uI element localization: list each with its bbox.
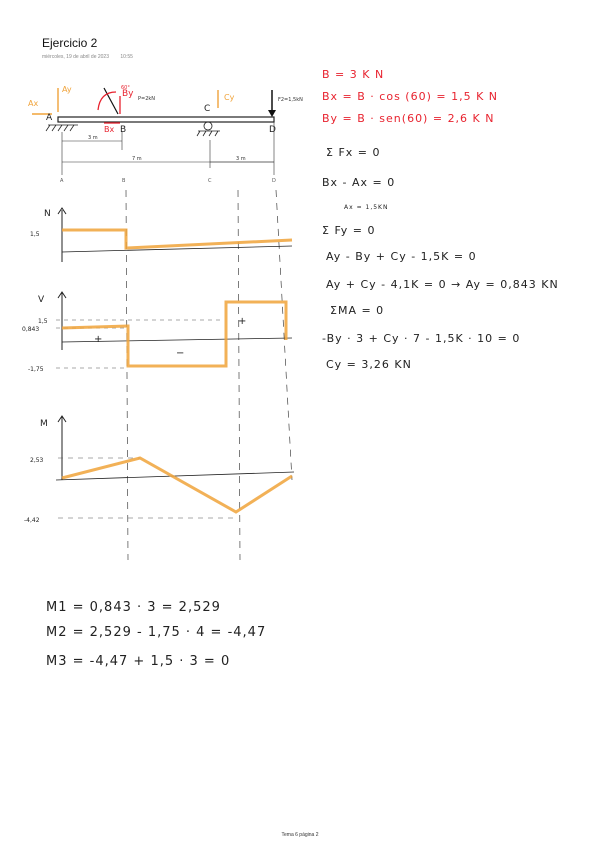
svg-text:2,53: 2,53 [30, 457, 44, 464]
support-a [46, 125, 78, 131]
eq-by: By = B · sen(60) = 2,6 K N [322, 112, 495, 125]
svg-text:+: + [94, 334, 103, 345]
label-ax: Ax [28, 99, 39, 108]
svg-text:+: + [238, 316, 247, 327]
label-f2: F2=1,5kN [278, 97, 303, 103]
eq-4: Σ Fy = 0 [322, 224, 376, 237]
svg-text:0,843: 0,843 [22, 326, 40, 333]
eq-3: Ax = 1,5KN [344, 204, 389, 211]
eq-1: Σ Fx = 0 [326, 146, 381, 159]
beam [58, 117, 274, 122]
label-angle: 60° [121, 85, 130, 91]
support-c [197, 122, 220, 136]
eq-9: Cy = 3,26 KN [326, 358, 412, 371]
svg-text:1,5: 1,5 [30, 231, 40, 238]
eq-5: Ay - By + Cy - 1,5K = 0 [326, 250, 477, 263]
label-b: B [120, 125, 127, 135]
label-p: P=2kN [138, 96, 156, 102]
svg-text:N: N [44, 209, 51, 219]
svg-text:D: D [272, 178, 276, 184]
svg-text:V: V [38, 295, 45, 305]
m-diagram [62, 458, 292, 512]
eq-6: Ay + Cy - 4,1K = 0 → Ay = 0,843 KN [326, 278, 559, 291]
eq-bx: Bx = B · cos (60) = 1,5 K N [322, 90, 499, 103]
moment-3: M3 = -4,47 + 1,5 · 3 = 0 [46, 654, 231, 669]
svg-text:1,5: 1,5 [38, 318, 48, 325]
dim-cd: 3 m [236, 156, 246, 162]
dim-ac: 7 m [132, 156, 142, 162]
eq-7: ΣMA = 0 [330, 304, 385, 317]
label-bx: Bx [104, 125, 115, 134]
angle-arc [98, 92, 116, 110]
label-ay: Ay [62, 85, 72, 94]
label-a: A [46, 113, 53, 123]
moment-2: M2 = 2,529 - 1,75 · 4 = -4,47 [46, 625, 267, 640]
svg-text:A: A [60, 178, 64, 184]
eq-2: Bx - Ax = 0 [322, 176, 396, 189]
svg-text:M: M [40, 419, 48, 429]
dim-ab: 3 m [88, 135, 98, 141]
page-title: Ejercicio 2 [42, 36, 98, 50]
label-d: D [269, 125, 276, 135]
load-f2-head [268, 110, 276, 117]
eq-8: -By · 3 + Cy · 7 - 1,5K · 10 = 0 [322, 332, 521, 345]
label-cy: Cy [224, 93, 235, 102]
n-diagram [62, 230, 292, 248]
label-c: C [204, 104, 211, 114]
moment-1: M1 = 0,843 · 3 = 2,529 [46, 600, 221, 615]
svg-text:-1,75: -1,75 [28, 366, 44, 373]
label-by: By [122, 89, 134, 99]
page-time: 10:55 [120, 54, 133, 60]
page-date: miércoles, 19 de abril de 2023 [42, 54, 109, 60]
svg-text:C: C [208, 178, 212, 184]
page-footer: Tema 6 página 2 [281, 832, 319, 838]
eq-b: B = 3 K N [322, 68, 385, 81]
svg-text:-4,42: -4,42 [24, 517, 40, 524]
svg-text:B: B [122, 178, 126, 184]
svg-text:−: − [176, 348, 185, 359]
